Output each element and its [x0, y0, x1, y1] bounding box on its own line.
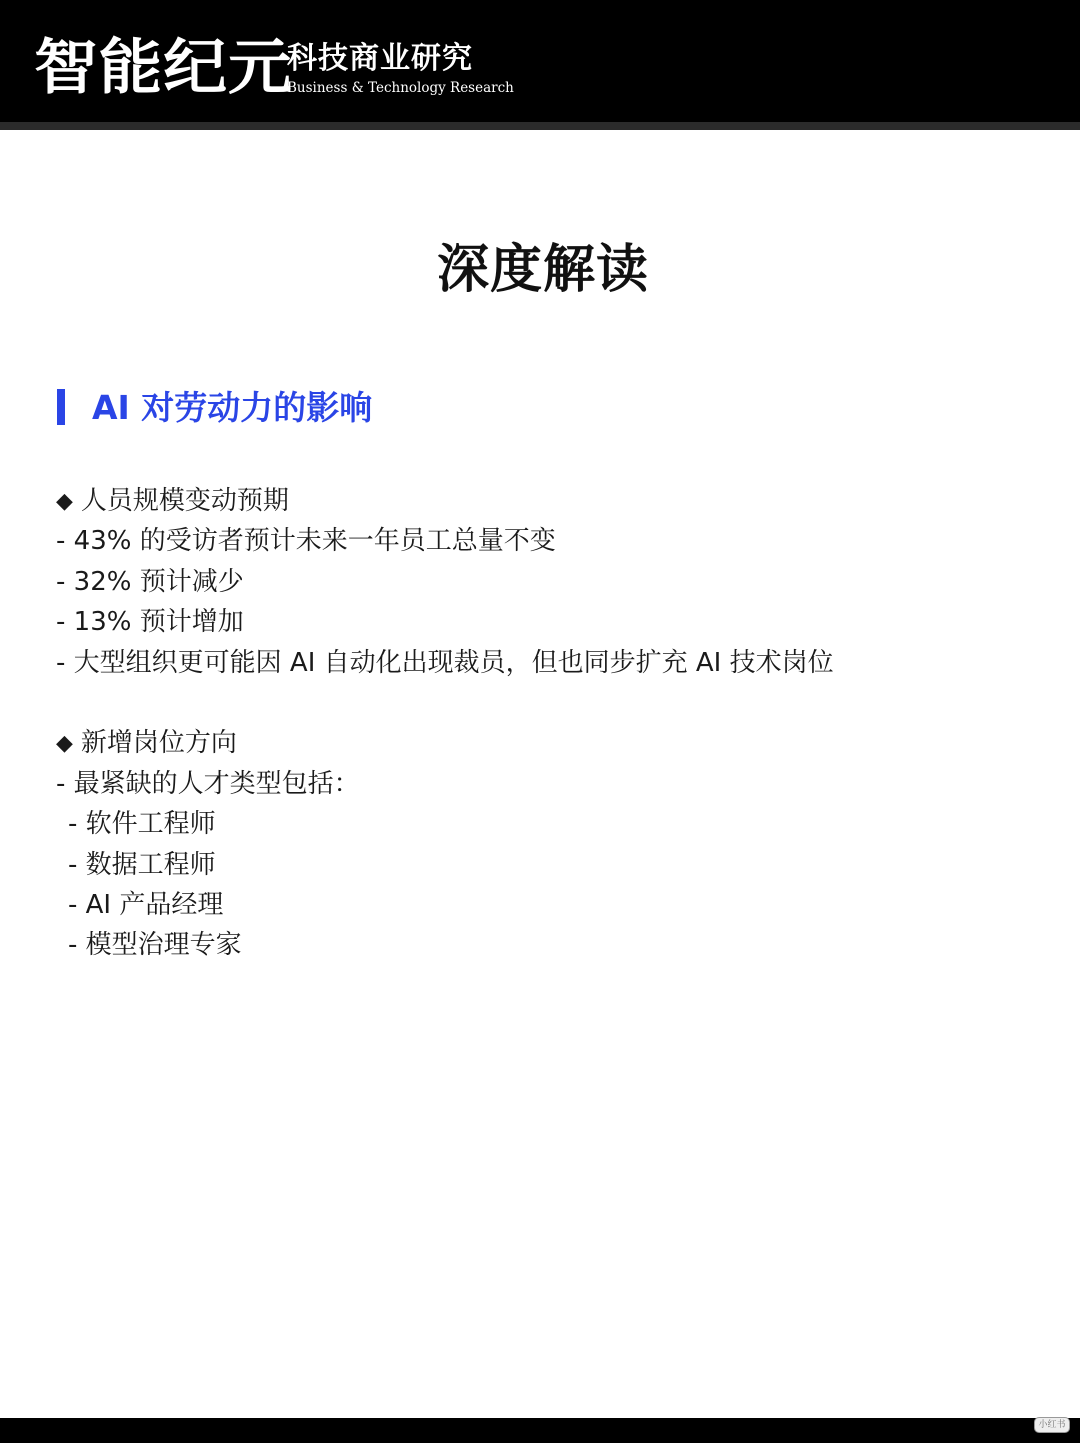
- header-divider: [0, 122, 1080, 130]
- list-item: - 32% 预计减少: [56, 566, 244, 597]
- brand-english-subtitle: Business & Technology Research: [287, 80, 514, 96]
- list-item: - 最紧缺的人才类型包括：: [56, 768, 360, 799]
- header-bar: [0, 0, 1080, 122]
- diamond-icon: ◆: [56, 489, 73, 514]
- sub-list-item: - 软件工程师: [68, 809, 216, 840]
- brand-subtitle: 科技商业研究: [287, 41, 473, 76]
- list-item: - 43% 的受访者预计未来一年员工总量不变: [56, 526, 556, 557]
- list-item: - 大型组织更可能因 AI 自动化出现裁员，但也同步扩充 AI 技术岗位: [56, 647, 834, 678]
- sub-list-item: - 模型治理专家: [68, 930, 242, 961]
- section-title: AI 对劳动力的影响: [92, 388, 373, 427]
- sub-list-item: - AI 产品经理: [68, 889, 224, 920]
- block-heading-text: 新增岗位方向: [80, 728, 237, 759]
- footer-bar: [0, 1418, 1080, 1443]
- list-item: - 13% 预计增加: [56, 607, 244, 638]
- brand-logo-text: 智能纪元: [34, 33, 293, 103]
- diamond-icon: ◆: [56, 731, 73, 757]
- page-title: 深度解读: [436, 239, 649, 300]
- watermark-badge: 小红书: [1034, 1417, 1070, 1433]
- block-heading: [56, 723, 1036, 763]
- paragraph-spacer: [56, 683, 1036, 723]
- block-heading-text: 人员规模变动预期: [80, 486, 289, 516]
- sub-list-item: - 数据工程师: [68, 849, 216, 880]
- section-accent-bar: [57, 389, 65, 425]
- block-heading: [56, 481, 1036, 521]
- article-content: [56, 481, 1036, 966]
